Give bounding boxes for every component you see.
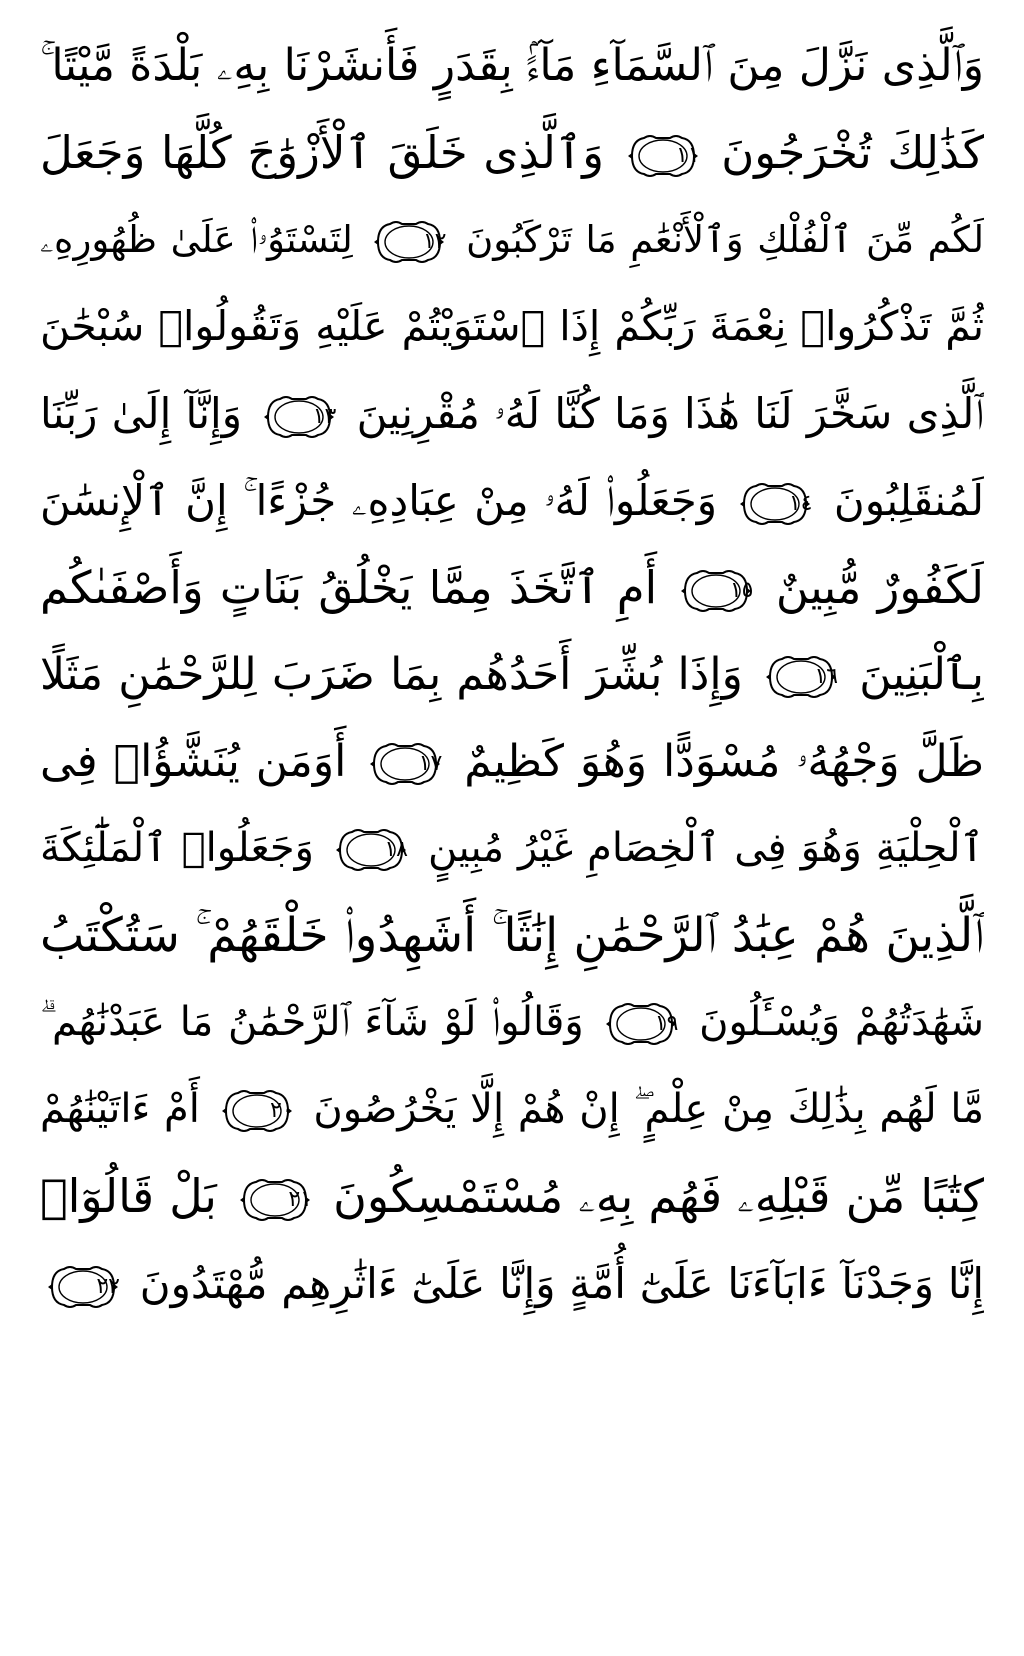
verse-text: بَلْ قَالُوٓا۟ xyxy=(40,1169,217,1223)
verse-text: وَجَعَلُوا۟ ٱلْمَلَٰٓئِكَةَ xyxy=(40,825,314,871)
verse-text: ٱلَّذِينَ هُمْ عِبَٰدُ ٱلرَّحْمَٰنِ إِنَٰثًا ۚ أَشَهِدُوا۟ خَلْقَهُمْ ۚ سَتُكْتَبُ xyxy=(40,908,984,963)
verse-text: مَّا لَهُم بِذَٰلِكَ مِنْ عِلْمٍ ۖ إِنْ هُمْ إِلَّا يَخْرُصُونَ xyxy=(313,1086,984,1132)
verse-text: وَٱلَّذِى خَلَقَ ٱلْأَزْوَٰجَ كُلَّهَا وَجَعَلَ xyxy=(40,126,604,179)
verse-text: ظَلَّ وَجْهُهُۥ مُسْوَدًّا وَهُوَ كَظِيمٌ xyxy=(464,736,984,787)
verse-text: ٱلْحِلْيَةِ وَهُوَ فِى ٱلْخِصَامِ غَيْرُ مُبِينٍ xyxy=(428,825,984,871)
verse-text: وَجَعَلُوا۟ لَهُۥ مِنْ عِبَادِهِۦ جُزْءًا ۚ إِنَّ ٱلْإِنسَٰنَ xyxy=(40,476,718,525)
text-line xyxy=(40,457,984,544)
ayah-number-marker xyxy=(46,1262,120,1312)
text-line xyxy=(40,631,984,718)
ayah-number: ١٨ xyxy=(384,837,408,862)
ayah-number: ١٤ xyxy=(788,490,813,516)
ayah-number-marker xyxy=(604,999,678,1049)
text-line xyxy=(40,283,984,370)
ayah-number-marker xyxy=(238,1175,312,1225)
verse-text: لَكَفُورٌ مُّبِينٌ xyxy=(775,561,984,614)
ayah-number-marker xyxy=(334,825,408,875)
verse-text: بِٱلْبَنِينَ xyxy=(859,649,984,700)
ayah-number-marker xyxy=(368,739,442,789)
text-line xyxy=(40,805,984,892)
text-line xyxy=(40,1240,984,1327)
text-line xyxy=(40,1153,984,1240)
text-line xyxy=(40,370,984,457)
verse-text: كَذَٰلِكَ تُخْرَجُونَ xyxy=(721,126,984,179)
ayah-number: ١١ xyxy=(675,143,700,168)
verse-text: شَهَٰدَتُهُمْ وَيُسْـَٔلُونَ xyxy=(699,999,984,1045)
verse-text: ثُمَّ تَذْكُرُوا۟ نِعْمَةَ رَبِّكُمْ إِذَا ٱسْتَوَيْتُمْ عَلَيْهِ وَتَقُولُوا۟ سُبْحَٰنَ xyxy=(40,302,984,350)
ayah-number-marker xyxy=(262,392,336,442)
ayah-number: ١٥ xyxy=(729,578,754,603)
text-line xyxy=(40,892,984,979)
verse-text: إِنَّا وَجَدْنَآ ءَابَآءَنَا عَلَىٰٓ أُمَّةٍ وَإِنَّا عَلَىٰٓ ءَاثَٰرِهِم مُّهْتَدُونَ xyxy=(139,1259,984,1308)
text-line xyxy=(40,544,984,631)
verse-text: لَمُنقَلِبُونَ xyxy=(833,476,984,525)
ayah-number-marker xyxy=(738,479,812,529)
ayah-number: ١٢ xyxy=(422,228,447,254)
ayah-number-marker xyxy=(679,566,753,616)
ayah-number: ١٩ xyxy=(654,1011,679,1036)
verse-text: أَوَمَن يُنَشَّؤُا۟ فِى xyxy=(40,736,347,787)
text-line xyxy=(40,196,984,283)
ayah-number: ١٦ xyxy=(814,664,839,689)
verse-text: وَإِنَّآ إِلَىٰ رَبِّنَا xyxy=(40,389,242,438)
text-line xyxy=(40,1066,984,1153)
text-line xyxy=(40,979,984,1066)
verse-text: كِتَٰبًا مِّن قَبْلِهِۦ فَهُم بِهِۦ مُسْتَمْسِكُونَ xyxy=(333,1169,984,1223)
verse-text-block xyxy=(40,22,984,1327)
verse-text: وَٱلَّذِى نَزَّلَ مِنَ ٱلسَّمَآءِ مَآءًۢ بِقَدَرٍ فَأَنشَرْنَا بِهِۦ بَلْدَةً مَّيْتًا ۚ xyxy=(40,40,984,91)
text-line xyxy=(40,109,984,196)
verse-text: أَمْ ءَاتَيْنَٰهُمْ xyxy=(40,1086,200,1132)
verse-text: لَكُم مِّنَ ٱلْفُلْكِ وَٱلْأَنْعَٰمِ مَا تَرْكَبُونَ xyxy=(466,218,984,261)
ayah-number-marker xyxy=(220,1086,294,1136)
ayah-number: ١٧ xyxy=(418,751,443,776)
ayah-number-marker xyxy=(764,652,838,702)
verse-text: لِتَسْتَوُۥا۟ عَلَىٰ ظُهُورِهِۦ xyxy=(40,218,353,261)
ayah-number: ١٣ xyxy=(312,403,337,429)
verse-text: ٱلَّذِى سَخَّرَ لَنَا هَٰذَا وَمَا كُنَّا لَهُۥ مُقْرِنِينَ xyxy=(356,389,984,438)
text-line xyxy=(40,22,984,109)
ayah-number: ٢١ xyxy=(288,1186,312,1212)
verse-text: أَمِ ٱتَّخَذَ مِمَّا يَخْلُقُ بَنَاتٍ وَأَصْفَىٰكُم xyxy=(40,561,658,614)
verse-text: وَإِذَا بُشِّرَ أَحَدُهُم بِمَا ضَرَبَ لِلرَّحْمَٰنِ مَثَلًا xyxy=(40,649,743,700)
verse-text: وَقَالُوا۟ لَوْ شَآءَ ٱلرَّحْمَٰنُ مَا عَبَدْنَٰهُم ۗ xyxy=(40,999,584,1045)
ayah-number: ٢٠ xyxy=(269,1098,294,1123)
ayah-number-marker xyxy=(372,217,446,267)
ayah-number-marker xyxy=(626,131,700,181)
ayah-number: ٢٢ xyxy=(96,1273,120,1299)
text-line xyxy=(40,718,984,805)
